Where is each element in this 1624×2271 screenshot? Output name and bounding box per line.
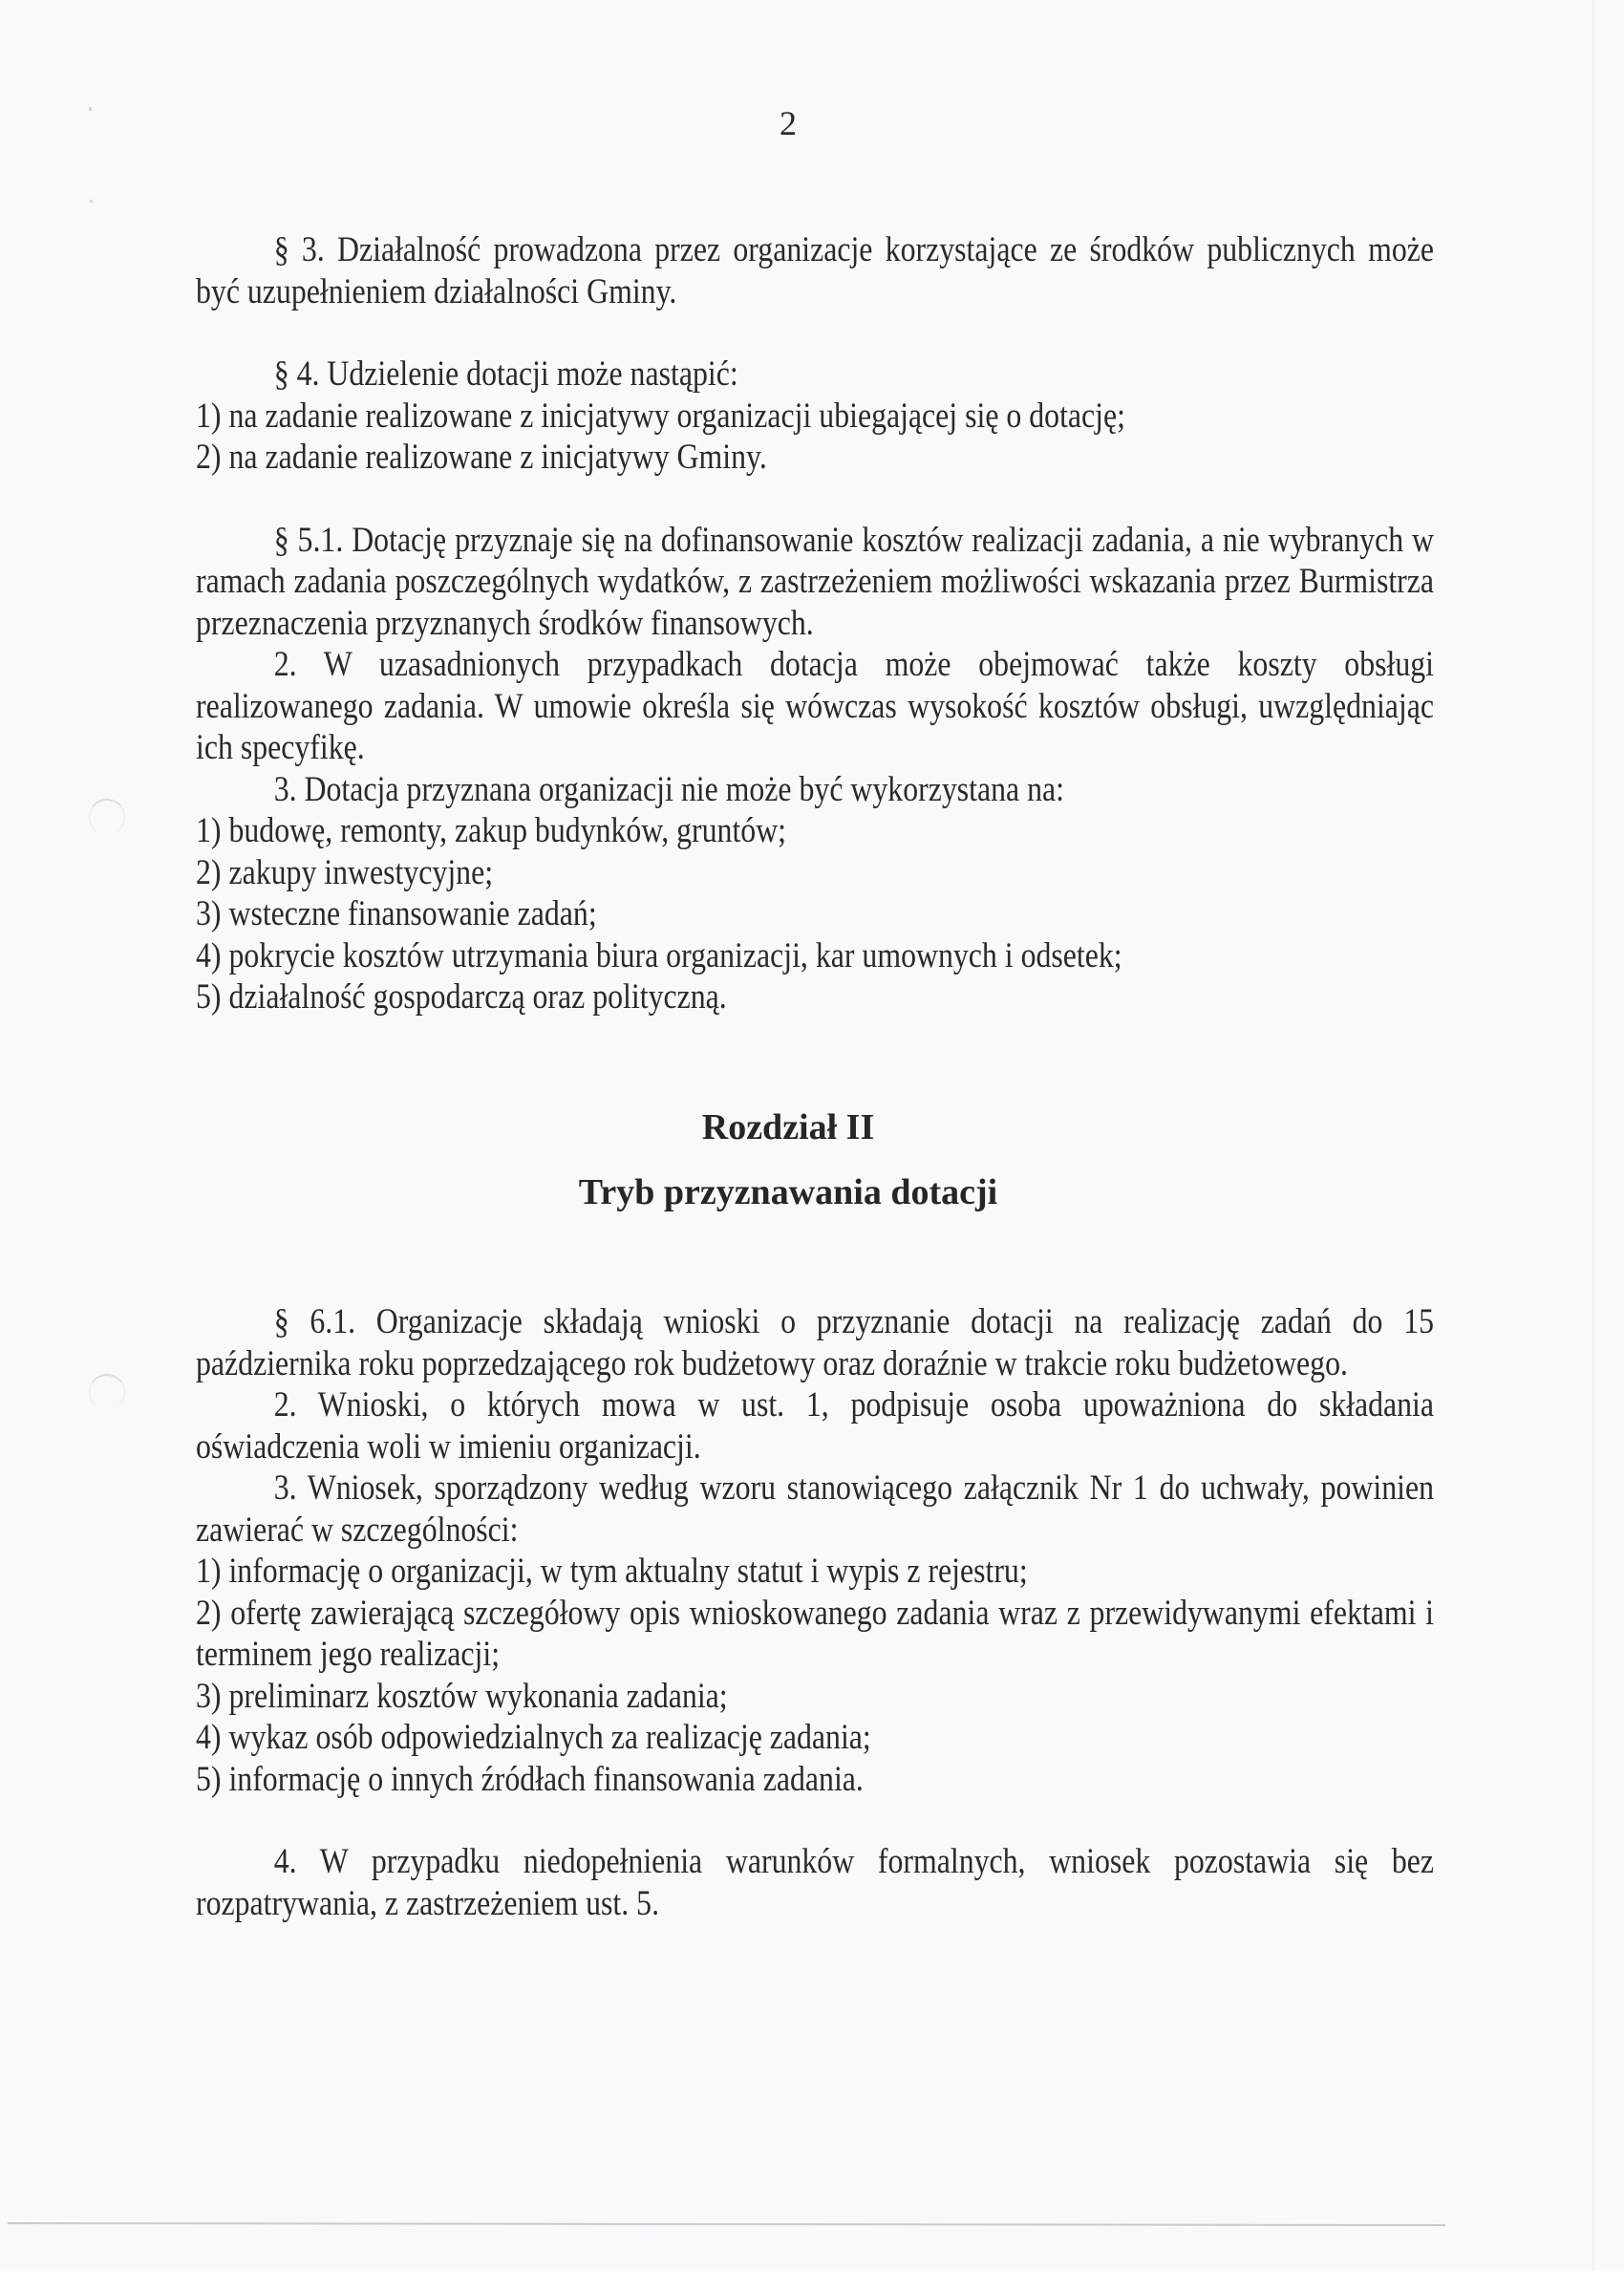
section-6-list-item-4: 4) wykaz osób odpowiedzialnych za realizację zadania; <box>196 1718 871 1757</box>
section-6-paragraph-1: § 6.1. Organizacje składają wnioski o przyznanie dotacji na realizację zadań do 15 października roku poprzedzającego rok budżetowy oraz doraźnie w trakcie roku budżetowego. <box>196 1302 1435 1383</box>
page-number: 2 <box>780 104 797 142</box>
section-4-item-2: 2) na zadanie realizowane z inicjatywy Gminy. <box>196 438 767 477</box>
section-4-item-1: 1) na zadanie realizowane z inicjatywy organizacji ubiegającej się o dotację; <box>196 396 1125 436</box>
section-5-list-item-5: 5) działalność gospodarczą oraz polityczną. <box>196 977 727 1017</box>
scan-edge-right <box>1592 0 1593 2271</box>
punch-hole-mark <box>89 799 125 835</box>
scan-edge-bottom <box>8 2222 1445 2226</box>
section-5-list-item-3: 3) wsteczne finansowanie zadań; <box>196 894 597 933</box>
section-4-intro: § 4. Udzielenie dotacji może nastąpić: <box>273 354 738 394</box>
section-6 <box>196 1301 1434 1924</box>
section-5-list-item-1: 1) budowę, remonty, zakup budynków, gruntów; <box>196 811 787 850</box>
section-6-list-item-3: 3) preliminarz kosztów wykonania zadania; <box>196 1676 728 1716</box>
section-6-paragraph-4: 4. W przypadku niedopełnienia warunków formalnych, wniosek pozostawia się bez rozpatrywania, z zastrzeżeniem ust. 5. <box>196 1842 1435 1923</box>
section-6-list-item-2: 2) ofertę zawierającą szczegółowy opis wnioskowanego zadania wraz z przewidywanymi efektami i terminem jego realizacji; <box>196 1593 1435 1674</box>
chapter-title-heading: Tryb przyznawania dotacji <box>578 1172 998 1212</box>
section-3-paragraph: § 3. Działalność prowadzona przez organizacje korzystające ze środków publicznych może być uzupełnieniem działalności Gminy. <box>196 230 1435 311</box>
chapter-number-heading: Rozdział II <box>701 1107 875 1147</box>
section-6-paragraph-2: 2. Wnioski, o których mowa w ust. 1, podpisuje osoba upoważniona do składania oświadczenia woli w imieniu organizacji. <box>196 1385 1435 1467</box>
section-5-paragraph-1: § 5.1. Dotację przyznaje się na dofinansowanie kosztów realizacji zadania, a nie wybranych w ramach zadania poszczególnych wydatków, z zastrzeżeniem możliwości wskazania przez Burmistrza przeznaczenia przyznanych środków finansowych. <box>196 520 1435 643</box>
section-5-list-item-4: 4) pokrycie kosztów utrzymania biura organizacji, kar umownych i odsetek; <box>196 935 1122 975</box>
section-5-paragraph-3-intro: 3. Dotacja przyznana organizacji nie może być wykorzystana na: <box>273 769 1064 809</box>
sections-3-to-5 <box>196 229 1434 1018</box>
section-5-list-item-2: 2) zakupy inwestycyjne; <box>196 852 494 892</box>
punch-hole-mark <box>89 1374 125 1410</box>
section-5-paragraph-2: 2. W uzasadnionych przypadkach dotacja może obejmować także koszty obsługi realizowanego zadania. W umowie określa się wówczas wysokość kosztów obsługi, uwzględniając ich specyfikę. <box>196 645 1435 767</box>
scan-speck <box>90 200 93 203</box>
section-6-list-item-1: 1) informację o organizacji, w tym aktualny statut i wypis z rejestru; <box>196 1552 1028 1591</box>
section-6-paragraph-3-intro: 3. Wniosek, sporządzony według wzoru stanowiącego załącznik Nr 1 do uchwały, powinien zawierać w szczególności: <box>196 1468 1435 1550</box>
section-6-list-item-5: 5) informację o innych źródłach finansowania zadania. <box>196 1759 864 1799</box>
